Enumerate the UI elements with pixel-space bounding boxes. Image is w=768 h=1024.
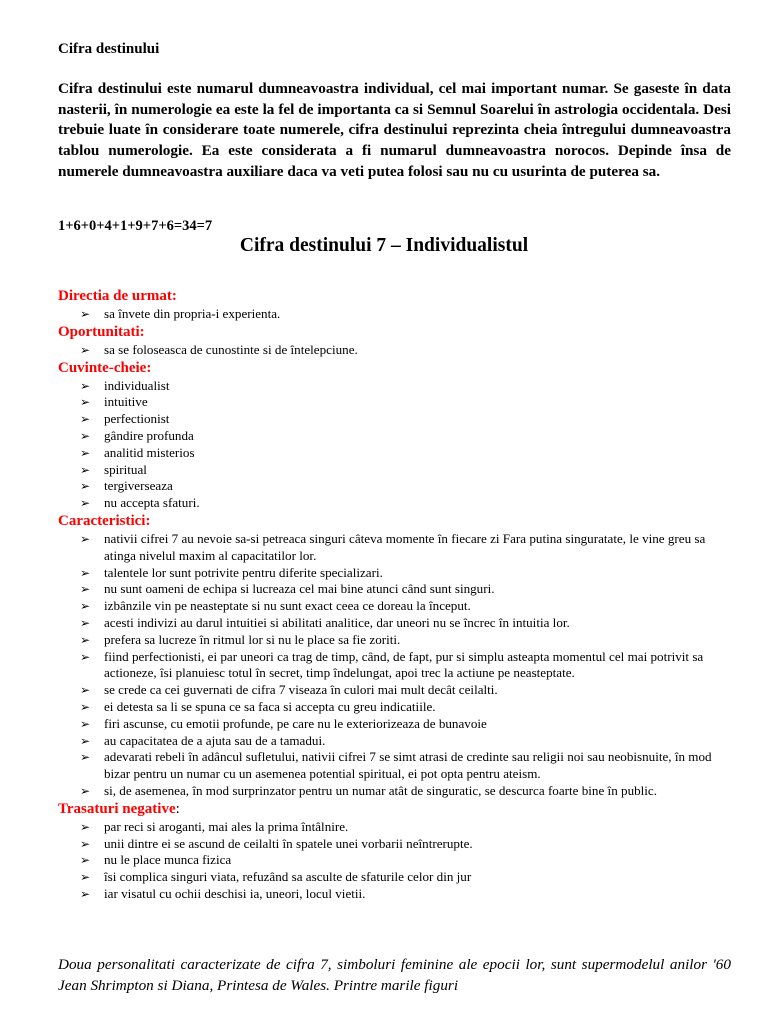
list-item-text: se crede ca cei guvernati de cifra 7 viseaza în culori mai mult decât ceilalti. <box>104 682 498 698</box>
arrow-bullet-icon: ➢ <box>80 750 91 765</box>
arrow-bullet-icon: ➢ <box>80 445 91 460</box>
list-item-text: individualist <box>104 377 170 393</box>
list-item-text: acesti indivizi au darul intuitiei si abilitati analitice, dar uneori nu se încrec în intuitia lor. <box>104 614 570 630</box>
list-item <box>80 869 731 886</box>
section-title-oportunitati: Oportunitati: <box>58 323 145 340</box>
list-item <box>80 342 731 359</box>
list-item-text: nativii cifrei 7 au nevoie sa-si petreaca singuri câteva momente în fiecare zi Fara putina singuratate, le vine greu sa atinga nivelul maxim al capacitatilor lor. <box>104 530 706 563</box>
list-item <box>80 306 731 323</box>
list-item <box>80 649 731 683</box>
list-item-text: prefera sa lucreze în ritmul lor si nu le place sa fie zoriti. <box>104 631 401 647</box>
list-item-text: adevarati rebeli în adâncul sufletului, nativii cifrei 7 se simt atrasi de credinte sau religii noi sau neobisnuite, în mod bizar pentru un numar cu un asemenea potential spiritual, ei pot opta pentru ateism. <box>104 749 712 782</box>
arrow-bullet-icon: ➢ <box>80 716 91 731</box>
list-item-text: tergiverseaza <box>104 478 173 494</box>
sections-container <box>58 287 731 903</box>
arrow-bullet-icon: ➢ <box>80 582 91 597</box>
arrow-bullet-icon: ➢ <box>80 819 91 834</box>
section-title-negative-colon: : <box>175 800 180 817</box>
arrow-bullet-icon: ➢ <box>80 699 91 714</box>
list-item-text: analitid misterios <box>104 444 195 460</box>
list-item <box>80 716 731 733</box>
list-item <box>80 836 731 853</box>
list-item <box>80 462 731 479</box>
list-item <box>80 819 731 836</box>
list-item-text: unii dintre ei se ascund de ceilalti în spatele unei vorbarii neîntrerupte. <box>104 835 473 851</box>
list-item-text: si, de asemenea, în mod surprinzator pentru un numar atât de singuratic, se descurca foarte bine în public. <box>104 782 658 798</box>
section-title-directia: Directia de urmat: <box>58 288 177 304</box>
list-cuvinte <box>80 378 731 512</box>
list-item <box>80 581 731 598</box>
arrow-bullet-icon: ➢ <box>80 395 91 410</box>
section-title-cuvinte: Cuvinte-cheie: <box>58 359 152 376</box>
list-item <box>80 783 731 800</box>
list-item <box>80 699 731 716</box>
list-directia <box>80 306 731 323</box>
list-item-text: izbânzile vin pe neasteptate si nu sunt exact ceea ce doreau la început. <box>104 598 471 614</box>
arrow-bullet-icon: ➢ <box>80 496 91 511</box>
arrow-bullet-icon: ➢ <box>80 683 91 698</box>
list-item-text: nu sunt oameni de echipa si lucreaza cel mai bine atunci când sunt singuri. <box>104 581 495 597</box>
list-item <box>80 411 731 428</box>
section-headline: Cifra destinului 7 – Individualistul <box>239 235 529 256</box>
arrow-bullet-icon: ➢ <box>80 342 91 357</box>
list-item <box>80 445 731 462</box>
arrow-bullet-icon: ➢ <box>80 378 91 393</box>
arrow-bullet-icon: ➢ <box>80 853 91 868</box>
list-item-text: intuitive <box>104 394 148 410</box>
list-item <box>80 615 731 632</box>
list-item-text: fiind perfectionisti, ei par uneori ca trag de timp, când, de fapt, pur si simplu asteapta momentul cel mai potrivit sa actioneze, îsi planuiesc totul în secret, timp îndelungat, apoi trec la actiune pe neasteptate. <box>104 648 704 681</box>
list-item-text: nu le place munca fizica <box>104 852 232 868</box>
list-oportunitati <box>80 342 731 359</box>
list-item <box>80 682 731 699</box>
list-item-text: ei detesta sa li se spuna ce sa faca si accepta cu greu indicatiile. <box>104 698 436 714</box>
arrow-bullet-icon: ➢ <box>80 733 91 748</box>
closing-paragraph: Doua personalitati caracterizate de cifra 7, simboluri feminine ale epocii lor, sunt supermodelul anilor '60 Jean Shrimpton si Diana, Printesa de Wales. Printre marile figuri <box>58 956 731 994</box>
list-item <box>80 531 731 565</box>
list-item-text: îsi complica singuri viata, refuzând sa asculte de sfaturile celor din jur <box>104 869 472 885</box>
arrow-bullet-icon: ➢ <box>80 307 91 321</box>
list-item <box>80 886 731 903</box>
arrow-bullet-icon: ➢ <box>80 531 91 546</box>
arrow-bullet-icon: ➢ <box>80 599 91 614</box>
arrow-bullet-icon: ➢ <box>80 649 91 664</box>
list-item-text: nu accepta sfaturi. <box>104 495 200 511</box>
list-caracteristici <box>80 531 731 800</box>
arrow-bullet-icon: ➢ <box>80 412 91 427</box>
list-item-text: iar visatul cu ochii deschisi ia, uneori, locul vietii. <box>104 885 366 901</box>
section-title-negative <box>58 800 731 819</box>
list-item-text: firi ascunse, cu emotii profunde, pe care nu le exteriorizeaza de bunavoie <box>104 715 487 731</box>
section-title-negative-text: Trasaturi negative <box>58 800 176 817</box>
list-item <box>80 852 731 869</box>
list-item <box>80 378 731 395</box>
list-item <box>80 394 731 411</box>
list-item <box>80 478 731 495</box>
arrow-bullet-icon: ➢ <box>80 836 91 851</box>
arrow-bullet-icon: ➢ <box>80 428 91 443</box>
list-item <box>80 733 731 750</box>
arrow-bullet-icon: ➢ <box>80 565 91 580</box>
arrow-bullet-icon: ➢ <box>80 632 91 647</box>
list-item <box>80 749 731 783</box>
arrow-bullet-icon: ➢ <box>80 886 91 901</box>
list-item <box>80 495 731 512</box>
destiny-formula: 1+6+0+4+1+9+7+6=34=7 <box>58 218 213 234</box>
list-item <box>80 428 731 445</box>
arrow-bullet-icon: ➢ <box>80 462 91 477</box>
list-item-text: sa se foloseasca de cunostinte si de întelepciune. <box>104 341 358 357</box>
list-item-text: spiritual <box>104 461 147 477</box>
list-item-text: sa învete din propria-i experienta. <box>104 306 281 321</box>
intro-paragraph: Cifra destinului este numarul dumneavoastra individual, cel mai important numar. Se gaseste în data nasterii, în numerologie ea este la fel de importanta ca si Semnul Soarelui în astrologia occidentala. Desi trebuie luate în considerare toate numerele, cifra destinului reprezinta cheia întregului dumneavoastra tablou numerologie. Ea este considerata a fi numarul dumneavoastra norocos. Depinde însa de numerele dumneavoastra auxiliare daca va veti putea folosi sau nu cu usurinta de puterea sa. <box>58 80 731 180</box>
list-item <box>80 598 731 615</box>
list-item <box>80 565 731 582</box>
list-item-text: au capacitatea de a ajuta sau de a tamadui. <box>104 732 326 748</box>
list-negative <box>80 819 731 903</box>
arrow-bullet-icon: ➢ <box>80 479 91 494</box>
arrow-bullet-icon: ➢ <box>80 783 91 798</box>
arrow-bullet-icon: ➢ <box>80 870 91 885</box>
arrow-bullet-icon: ➢ <box>80 615 91 630</box>
list-item-text: talentele lor sunt potrivite pentru diferite specializari. <box>104 564 383 580</box>
list-item-text: gândire profunda <box>104 427 194 443</box>
document-title: Cifra destinului <box>58 41 160 57</box>
list-item-text: perfectionist <box>104 411 170 427</box>
section-title-caracteristici: Caracteristici: <box>58 512 151 529</box>
list-item <box>80 632 731 649</box>
list-item-text: par reci si aroganti, mai ales la prima întâlnire. <box>104 818 349 834</box>
